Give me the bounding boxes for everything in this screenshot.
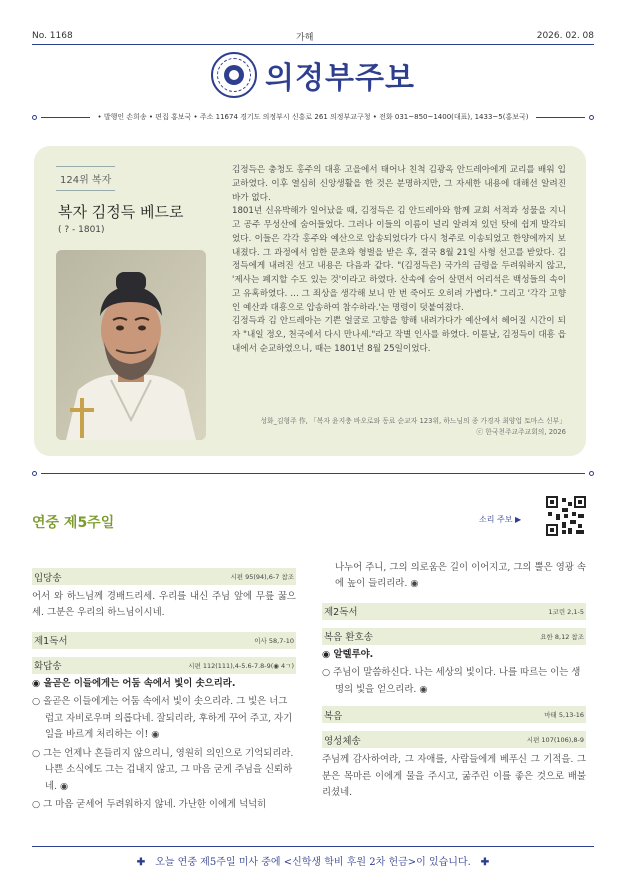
copyright-credit: ⓒ 한국천주교주교회의, 2026	[476, 427, 566, 436]
imprint-row	[32, 108, 594, 126]
header-rule	[32, 44, 594, 45]
footer-rule	[32, 846, 594, 847]
gospel-heading	[322, 706, 586, 723]
entrance-ref: 시편 95(94),6-7 참조	[230, 573, 294, 581]
masthead-title: 의정부주보	[265, 61, 415, 96]
communion-text: 주님께 감사하여라, 그 자애를, 사람들에게 베푸신 그 기적을. 그분은 목마른 이에게 물을 주시고, 굶주린 이를 좋은 것으로 배불리셨네.	[322, 754, 586, 799]
liturgical-year: 가해	[296, 32, 314, 43]
alleluia-ref: 요한 8,12 참조	[540, 632, 584, 641]
top-bar	[32, 28, 594, 44]
entrance-text: 어서 와 하느님께 경배드리세. 우리를 내신 주님 앞에 무릎 꿇으세. 그분은 우리의 하느님이시네.	[32, 591, 296, 619]
entrance-title: 입당송	[34, 572, 62, 584]
feature-paragraph: 김정득과 김 안드레아는 기쁜 얼굴로 고향을 향해 내려가다가 예산에서 헤어질 시간이 되자 "내일 정오, 천국에서 다시 만나세."라고 작별 인사를 하였다. 이튿날, 김정득이 대흥 읍내에서 순교하였으니, 때는 1801년 8월 25일이었다.	[232, 316, 566, 354]
communion-title: 영성체송	[324, 735, 361, 747]
issue-date: 2026. 02. 08	[536, 31, 594, 41]
feature-tag: 124위 복자	[56, 166, 115, 191]
feature-years: ( ? - 1801)	[58, 225, 105, 235]
entrance-heading	[32, 568, 296, 585]
rule-line	[41, 473, 585, 474]
psalm-title: 화답송	[34, 661, 62, 673]
diocese-seal-icon	[211, 52, 257, 98]
first-reading-heading	[32, 632, 296, 649]
second-reading-title: 제2독서	[324, 607, 358, 619]
martyr-portrait	[56, 250, 206, 440]
second-reading-ref: 1코린 2,1-5	[548, 607, 584, 616]
psalm-continued: 나누어 주니, 그의 의로움은 길이 이어지고, 그의 뿔은 영광 속에 높이 들리리라. ◉	[335, 562, 586, 590]
first-reading-ref: 이사 58,7-10	[254, 636, 294, 645]
alleluia-heading	[322, 628, 586, 645]
first-reading-title: 제1독서	[34, 636, 68, 648]
rule-line	[41, 117, 90, 118]
communion-heading	[322, 731, 586, 748]
feature-credit	[232, 416, 566, 437]
issue-number: No. 1168	[32, 31, 73, 41]
psalm-response: ◉ 올곧은 이들에게는 어둠 속에서 빛이 솟으리라.	[32, 677, 236, 689]
alleluia-title: 복음 환호송	[324, 632, 373, 644]
psalm-verse: ○ 그는 언제나 흔들리지 않으리니, 영원히 의인으로 기억되리라. 나쁜 소식에도 그는 겁내지 않고, 그 마음 굳게 주님을 신뢰하네. ◉	[32, 747, 294, 792]
psalm-heading	[32, 657, 296, 674]
martyr-feature-box	[34, 146, 586, 456]
audio-bulletin-link[interactable]: 소리 주보 ▶	[479, 515, 522, 524]
portrait-painting-icon	[56, 250, 206, 440]
section-rule	[32, 471, 594, 476]
rule-dot-icon	[32, 115, 37, 120]
artwork-credit: 성화_김형주 作, 「복자 윤지충 바오로와 동료 순교자 123위, 하느님의 종 가경자 최양업 토마스 신부」	[260, 417, 566, 425]
second-reading-heading	[322, 603, 586, 620]
rule-dot-icon	[589, 115, 594, 120]
psalm-verse: ○ 그 마음 굳세어 두려워하지 않네. 가난한 이에게 넉넉히	[32, 799, 267, 811]
notice-text: 오늘 연중 제5주일 미사 중에 <신학생 학비 후원 2차 헌금>이 있습니다.	[155, 857, 471, 868]
collection-notice	[0, 853, 626, 868]
psalm-ref: 시편 112(111),4-5.6-7.8-9(◉ 4ㄱ)	[188, 661, 294, 670]
rule-line	[536, 117, 585, 118]
liturgy-column-right	[322, 560, 586, 804]
alleluia-verse: ○ 주님이 말씀하신다. 나는 세상의 빛이다. 나를 따르는 이는 생명의 빛을 얻으리라. ◉	[322, 667, 581, 695]
qr-code-icon[interactable]	[546, 496, 586, 536]
communion-ref: 시편 107(106),8-9	[526, 736, 584, 745]
psalm-verse: ○ 올곧은 이들에게는 어둠 속에서 빛이 솟으리라. 그 빛은 너그럽고 자비로우며 의롭다네. 잘되리라, 후하게 꾸어 주고, 자기 일을 바르게 처리하는 이! ◉	[32, 696, 293, 741]
imprint-text: • 발행인 손희송 • 편집 홍보국 • 주소 11674 경기도 의정부시 신흥로 261 의정부교구청 • 전화 031~850~1400(대표), 1433~5(홍보국)	[97, 113, 529, 121]
rule-dot-icon	[32, 471, 37, 476]
liturgy-column-left	[32, 560, 296, 814]
cross-icon: ✚	[480, 857, 490, 868]
feature-title: 복자 김정득 베드로	[58, 203, 184, 221]
alleluia-response: ◉ 알렐루야.	[322, 648, 374, 660]
feature-paragraph: 김정득은 충청도 홍주의 대흥 고을에서 태어나 친척 김광옥 안드레아에게 교리를 배워 입교하였다. 이후 열심히 신앙생활을 한 것은 분명하지만, 그 자세한 내용에 대해선 알려진 바가 없다.	[232, 165, 566, 203]
gospel-title: 복음	[324, 710, 343, 722]
feature-body	[232, 164, 566, 357]
sunday-title: 연중 제5주일	[32, 515, 115, 531]
feature-paragraph: 1801년 신유박해가 일어났을 때, 김정득은 김 안드레아와 함께 교회 서적과 성물을 지니고 공주 무성산에 숨어들었다. 그러나 이들의 이름이 널리 알려져 있던 탓에 쉽게 발각되었다. 이들은 각각 홍주와 예산으로 압송되었다가 다시 청주로 이송되었고 한양에까지 보내졌다. 그 과정에서 엄한 문초와 형벌을 받은 후, 결국 8월 21일 사형 선고를 받았다. 김정득에게 내려진 선고 내용은 다음과 같다. "(김정득은) 국가의 금령을 두려워하지 않고, '제사는 폐지할 수도 있는 것'이라고 하였다. 산속에 숨어 살면서 어리석은 백성들의 속이고 유혹하였다. … 그 죄상을 생각해 보니 만 번 죽어도 오히려 가볍다." 그리고 '각각 고향인 예산과 대흥으로 압송하여 참수하라.'는 명령이 덧붙여졌다.	[232, 206, 566, 313]
cross-icon: ✚	[136, 857, 146, 868]
gospel-ref: 마태 5,13-16	[544, 711, 584, 720]
rule-dot-icon	[589, 471, 594, 476]
masthead	[0, 52, 626, 98]
